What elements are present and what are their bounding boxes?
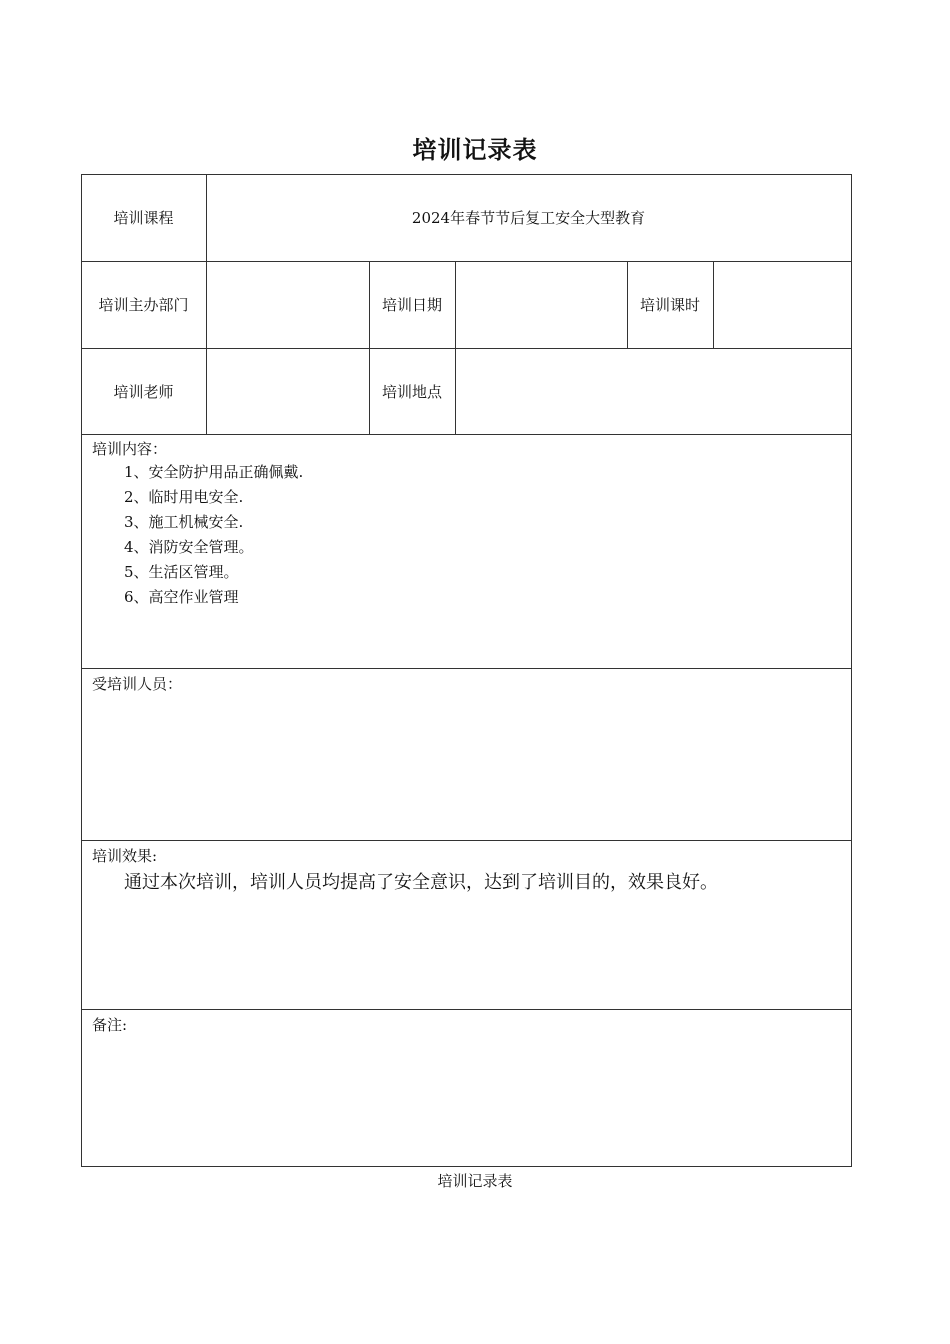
effect-label: 培训效果:: [92, 847, 158, 865]
hours-value: [713, 261, 851, 348]
trainees-label: 受培训人员：: [92, 675, 183, 693]
host-dept-value: [206, 261, 369, 348]
course-value: 2024年春节节后复工安全大型教育: [411, 209, 646, 227]
list-item: 6、高空作业管理: [124, 588, 239, 606]
table-rule: [81, 434, 852, 435]
teacher-value: [206, 348, 369, 434]
table-rule: [81, 840, 852, 841]
table-rule: [81, 668, 852, 669]
remarks-label: 备注:: [92, 1016, 128, 1034]
table-border-right: [851, 174, 852, 1167]
page-footer: 培训记录表: [437, 1172, 513, 1190]
location-value: [455, 348, 851, 434]
location-label: 培训地点: [381, 382, 442, 401]
hours-label: 培训课时: [639, 296, 700, 314]
page-title: 培训记录表: [412, 136, 538, 164]
content-label: 培训内容：: [92, 440, 168, 458]
list-item: 2、临时用电安全.: [124, 488, 244, 506]
course-label: 培训课程: [113, 209, 174, 227]
host-dept-label: 培训主办部门: [98, 296, 189, 314]
table-border-bottom: [81, 1166, 852, 1167]
date-value: [455, 261, 627, 348]
list-item: 5、生活区管理。: [124, 563, 239, 581]
table-rule: [81, 1009, 852, 1010]
list-item: 3、施工机械安全.: [124, 513, 244, 531]
list-item: 1、安全防护用品正确佩戴.: [124, 463, 304, 481]
effect-text: 通过本次培训，培训人员均提高了安全意识，达到了培训目的，效果良好。: [124, 872, 718, 893]
date-label: 培训日期: [381, 296, 442, 314]
content-list: [124, 460, 303, 610]
list-item: 4、消防安全管理。: [124, 538, 254, 556]
teacher-label: 培训老师: [113, 382, 174, 401]
